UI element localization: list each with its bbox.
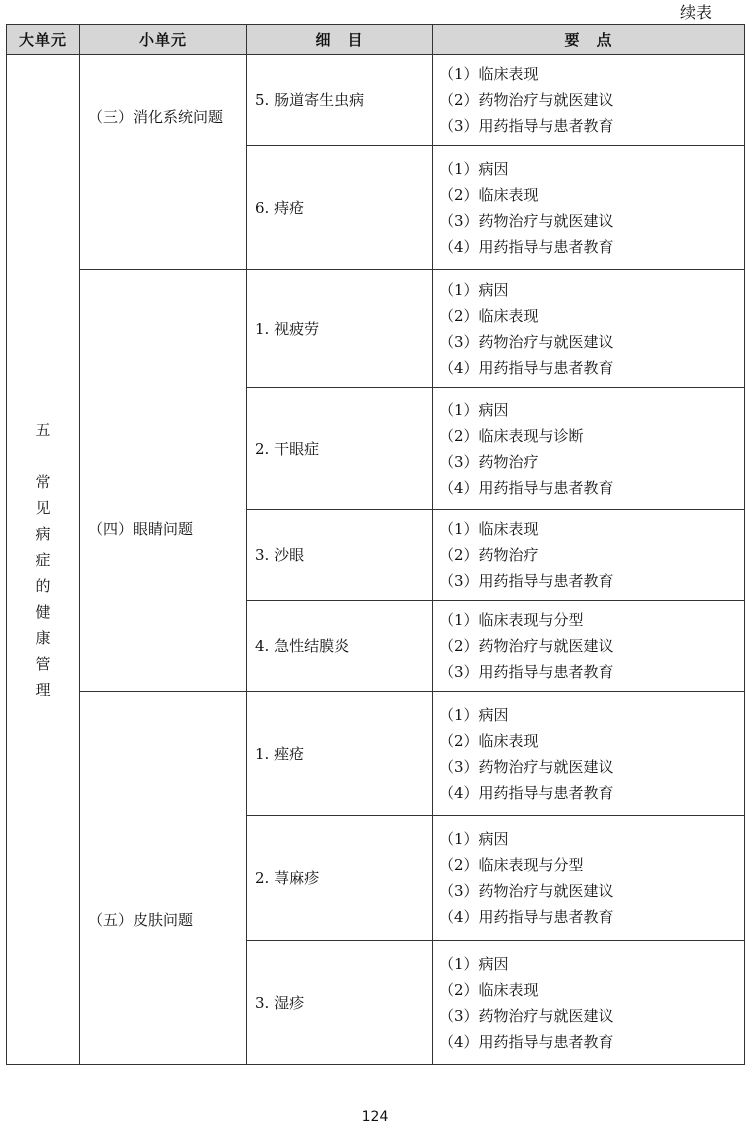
key-points-cell [433,55,745,146]
sub-unit-label: （三）消化系统问题 [88,108,224,126]
header-detail: 细 目 [247,25,433,55]
header-sub-unit: 小单元 [80,25,247,55]
key-point: （2）药物治疗 [439,546,539,564]
key-point: （4）用药指导与患者教育 [439,237,614,256]
table-row [7,270,745,388]
key-point: （3）药物治疗与就医建议 [439,211,614,230]
key-point: （1）病因 [439,830,509,848]
key-point: （2）临床表现与诊断 [439,426,584,445]
key-point: （4）用药指导与患者教育 [439,783,614,802]
key-points-cell [433,510,745,601]
key-point: （3）用药指导与患者教育 [439,663,614,681]
key-point: （1）临床表现与分型 [439,611,584,629]
detail-cell [247,55,433,146]
header-key-points: 要 点 [433,25,745,55]
major-unit-title-char: 常 [35,472,51,491]
major-unit-title-char: 病 [35,524,51,543]
header-major-unit: 大单元 [7,25,80,55]
major-unit-title-char: 康 [35,628,51,647]
page-number: 124 [361,1109,389,1125]
key-point: （1）病因 [439,400,509,419]
key-points-cell [433,270,745,388]
key-point: （1）病因 [439,705,509,724]
sub-unit-cell [80,55,247,270]
key-point: （2）临床表现 [439,731,539,750]
key-point: （4）用药指导与患者教育 [439,358,614,377]
detail-cell [247,692,433,816]
major-unit-title-char: 理 [35,680,51,699]
key-point: （3）药物治疗与就医建议 [439,1006,614,1025]
key-points-cell [433,601,745,692]
key-point: （3）药物治疗 [439,452,539,471]
table-row [7,55,745,146]
table-row [7,692,745,816]
sub-unit-cell [80,270,247,692]
key-points-cell [433,388,745,510]
major-unit-number: 五 [35,420,51,439]
key-point: （2）临床表现 [439,185,539,204]
detail-name: 2. 荨麻疹 [255,869,320,887]
detail-cell [247,941,433,1065]
detail-cell [247,601,433,692]
key-points-cell [433,692,745,816]
major-unit-title-char: 健 [35,602,51,621]
detail-name: 1. 痤疮 [255,744,305,763]
major-unit-cell [7,55,80,1065]
major-unit-title-char: 的 [35,576,51,595]
key-point: （1）临床表现 [439,65,539,83]
detail-name: 2. 干眼症 [255,439,320,458]
detail-cell [247,510,433,601]
sub-unit-label: （五）皮肤问题 [88,910,194,929]
detail-name: 6. 痔疮 [255,198,305,217]
key-point: （1）病因 [439,280,509,299]
key-point: （4）用药指导与患者教育 [439,1032,614,1051]
detail-cell [247,146,433,270]
syllabus-table [6,24,745,1065]
detail-cell [247,816,433,941]
detail-name: 1. 视疲劳 [255,319,320,338]
key-point: （4）用药指导与患者教育 [439,478,614,497]
detail-cell [247,388,433,510]
major-unit-title-char: 见 [35,498,51,517]
detail-name: 3. 沙眼 [255,546,305,564]
key-points-cell [433,146,745,270]
detail-name: 5. 肠道寄生虫病 [255,91,365,109]
key-point: （1）临床表现 [439,520,539,538]
key-point: （4）用药指导与患者教育 [439,908,614,926]
key-point: （2）临床表现与分型 [439,856,584,874]
detail-name: 4. 急性结膜炎 [255,637,350,655]
key-point: （2）临床表现 [439,306,539,325]
major-unit-title-char: 症 [35,550,51,569]
key-point: （2）药物治疗与就医建议 [439,91,614,109]
key-point: （3）用药指导与患者教育 [439,117,614,135]
detail-name: 3. 湿疹 [255,993,305,1012]
continued-label: 续表 [679,3,712,22]
major-unit-label [35,417,50,703]
sub-unit-label: （四）眼睛问题 [88,520,194,538]
key-point: （1）病因 [439,954,509,973]
major-unit-gap [35,443,50,469]
key-point: （1）病因 [439,159,509,178]
table-body [7,55,745,1065]
table-header-row [7,25,745,55]
key-point: （2）药物治疗与就医建议 [439,637,614,655]
key-point: （3）药物治疗与就医建议 [439,332,614,351]
detail-cell [247,270,433,388]
key-point: （3）药物治疗与就医建议 [439,757,614,776]
key-point: （3）用药指导与患者教育 [439,572,614,590]
key-point: （2）临床表现 [439,980,539,999]
sub-unit-cell [80,692,247,1065]
key-points-cell [433,816,745,941]
key-points-cell [433,941,745,1065]
key-point: （3）药物治疗与就医建议 [439,882,614,900]
major-unit-title-char: 管 [35,654,51,673]
